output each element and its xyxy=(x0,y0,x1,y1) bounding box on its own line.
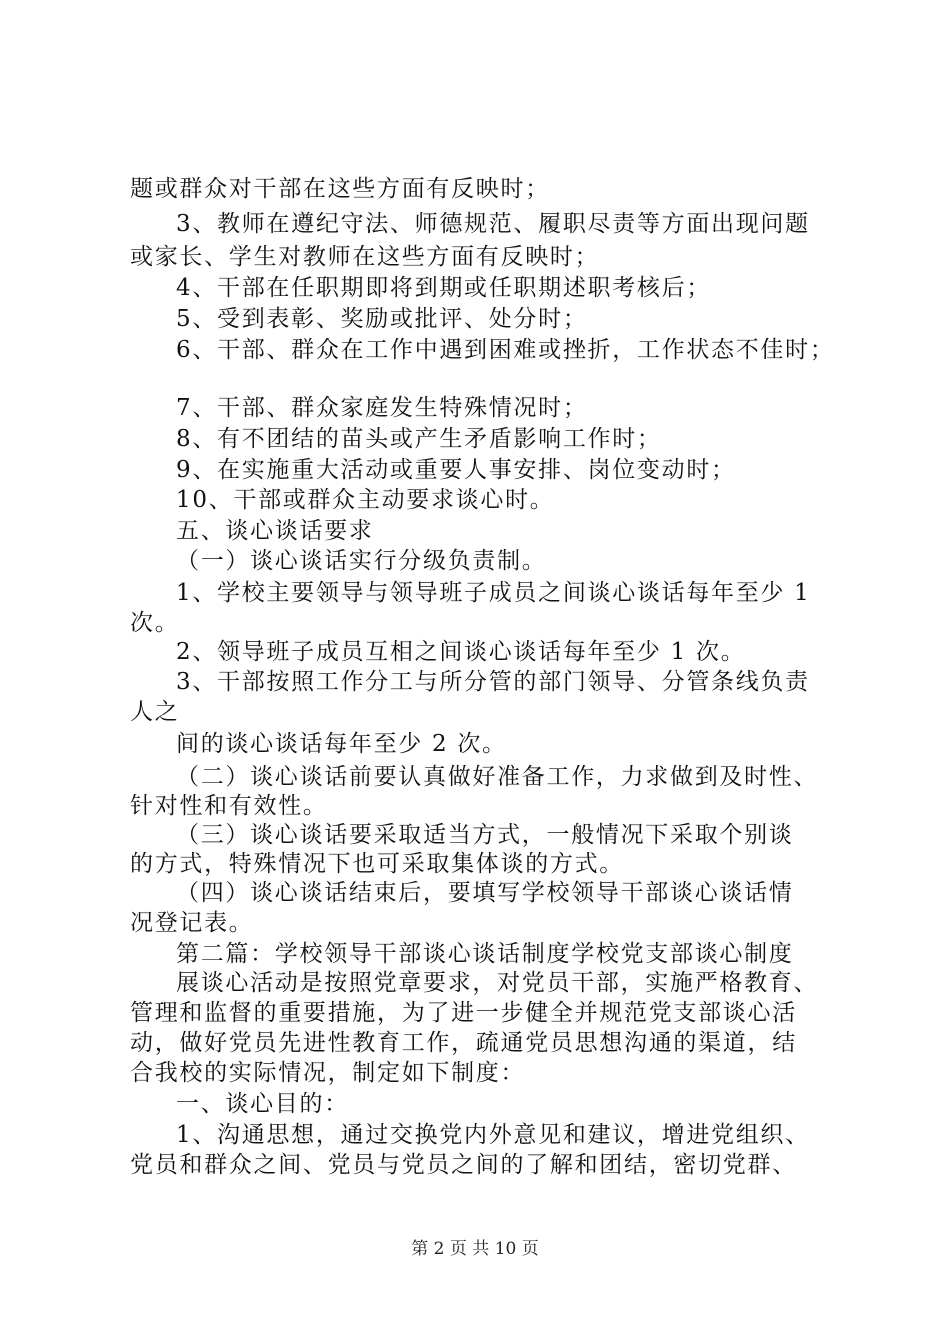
text-line: 9、在实施重大活动或重要人事安排、岗位变动时； xyxy=(176,457,736,483)
text-line: 次。 xyxy=(130,610,180,636)
text-line: 4、干部在任职期即将到期或任职期述职考核后； xyxy=(176,275,712,301)
text-line: 针对性和有效性。 xyxy=(130,793,328,819)
section-heading: 一、谈心目的： xyxy=(176,1091,349,1117)
page-number: 第 2 页 共 10 页 xyxy=(411,1239,539,1259)
text-line: 展谈心活动是按照党章要求，对党员干部，实施严格教育、 xyxy=(176,970,819,996)
text-line: 1、学校主要领导与领导班子成员之间谈心谈话每年至少 1 xyxy=(176,580,811,606)
text-line: 8、有不团结的苗头或产生矛盾影响工作时； xyxy=(176,426,662,452)
text-line: 况登记表。 xyxy=(130,910,254,936)
text-line: 5、受到表彰、奖励或批评、处分时； xyxy=(176,306,588,332)
text-line: 3、教师在遵纪守法、师德规范、履职尽责等方面出现问题 xyxy=(176,211,810,237)
text-line: （三）谈心谈话要采取适当方式，一般情况下采取个别谈 xyxy=(176,822,794,848)
text-line: （一）谈心谈话实行分级负责制。 xyxy=(176,548,547,574)
text-line: 的方式，特殊情况下也可采取集体谈的方式。 xyxy=(130,851,624,877)
text-line: （四）谈心谈话结束后，要填写学校领导干部谈心谈话情 xyxy=(176,880,794,906)
text-line: 动，做好党员先进性教育工作，疏通党员思想沟通的渠道，结 xyxy=(130,1030,797,1056)
text-line: 或家长、学生对教师在这些方面有反映时； xyxy=(130,244,600,270)
section-heading: 第二篇：学校领导干部谈心谈话制度学校党支部谈心制度 xyxy=(176,941,794,967)
text-line: 2、领导班子成员互相之间谈心谈话每年至少 1 次。 xyxy=(176,639,746,665)
text-line: 间的谈心谈话每年至少 2 次。 xyxy=(176,731,507,757)
text-line: 3、干部按照工作分工与所分管的部门领导、分管条线负责 xyxy=(176,669,810,695)
text-line: 7、干部、群众家庭发生特殊情况时； xyxy=(176,395,588,421)
text-line: （二）谈心谈话前要认真做好准备工作，力求做到及时性、 xyxy=(176,764,819,790)
text-line: 合我校的实际情况，制定如下制度： xyxy=(130,1060,526,1086)
text-line: 1、沟通思想，通过交换党内外意见和建议，增进党组织、 xyxy=(176,1122,810,1148)
section-heading: 五、谈心谈话要求 xyxy=(176,518,374,544)
text-line: 10、干部或群众主动要求谈心时。 xyxy=(176,487,555,513)
text-line: 党员和群众之间、党员与党员之间的了解和团结，密切党群、 xyxy=(130,1152,797,1178)
text-line: 题或群众对干部在这些方面有反映时； xyxy=(130,176,550,202)
text-line: 管理和监督的重要措施，为了进一步健全并规范党支部谈心活 xyxy=(130,1000,797,1026)
text-line: 人之 xyxy=(130,699,180,725)
text-line: 6、干部、群众在工作中遇到困难或挫折，工作状态不佳时； xyxy=(176,337,835,363)
